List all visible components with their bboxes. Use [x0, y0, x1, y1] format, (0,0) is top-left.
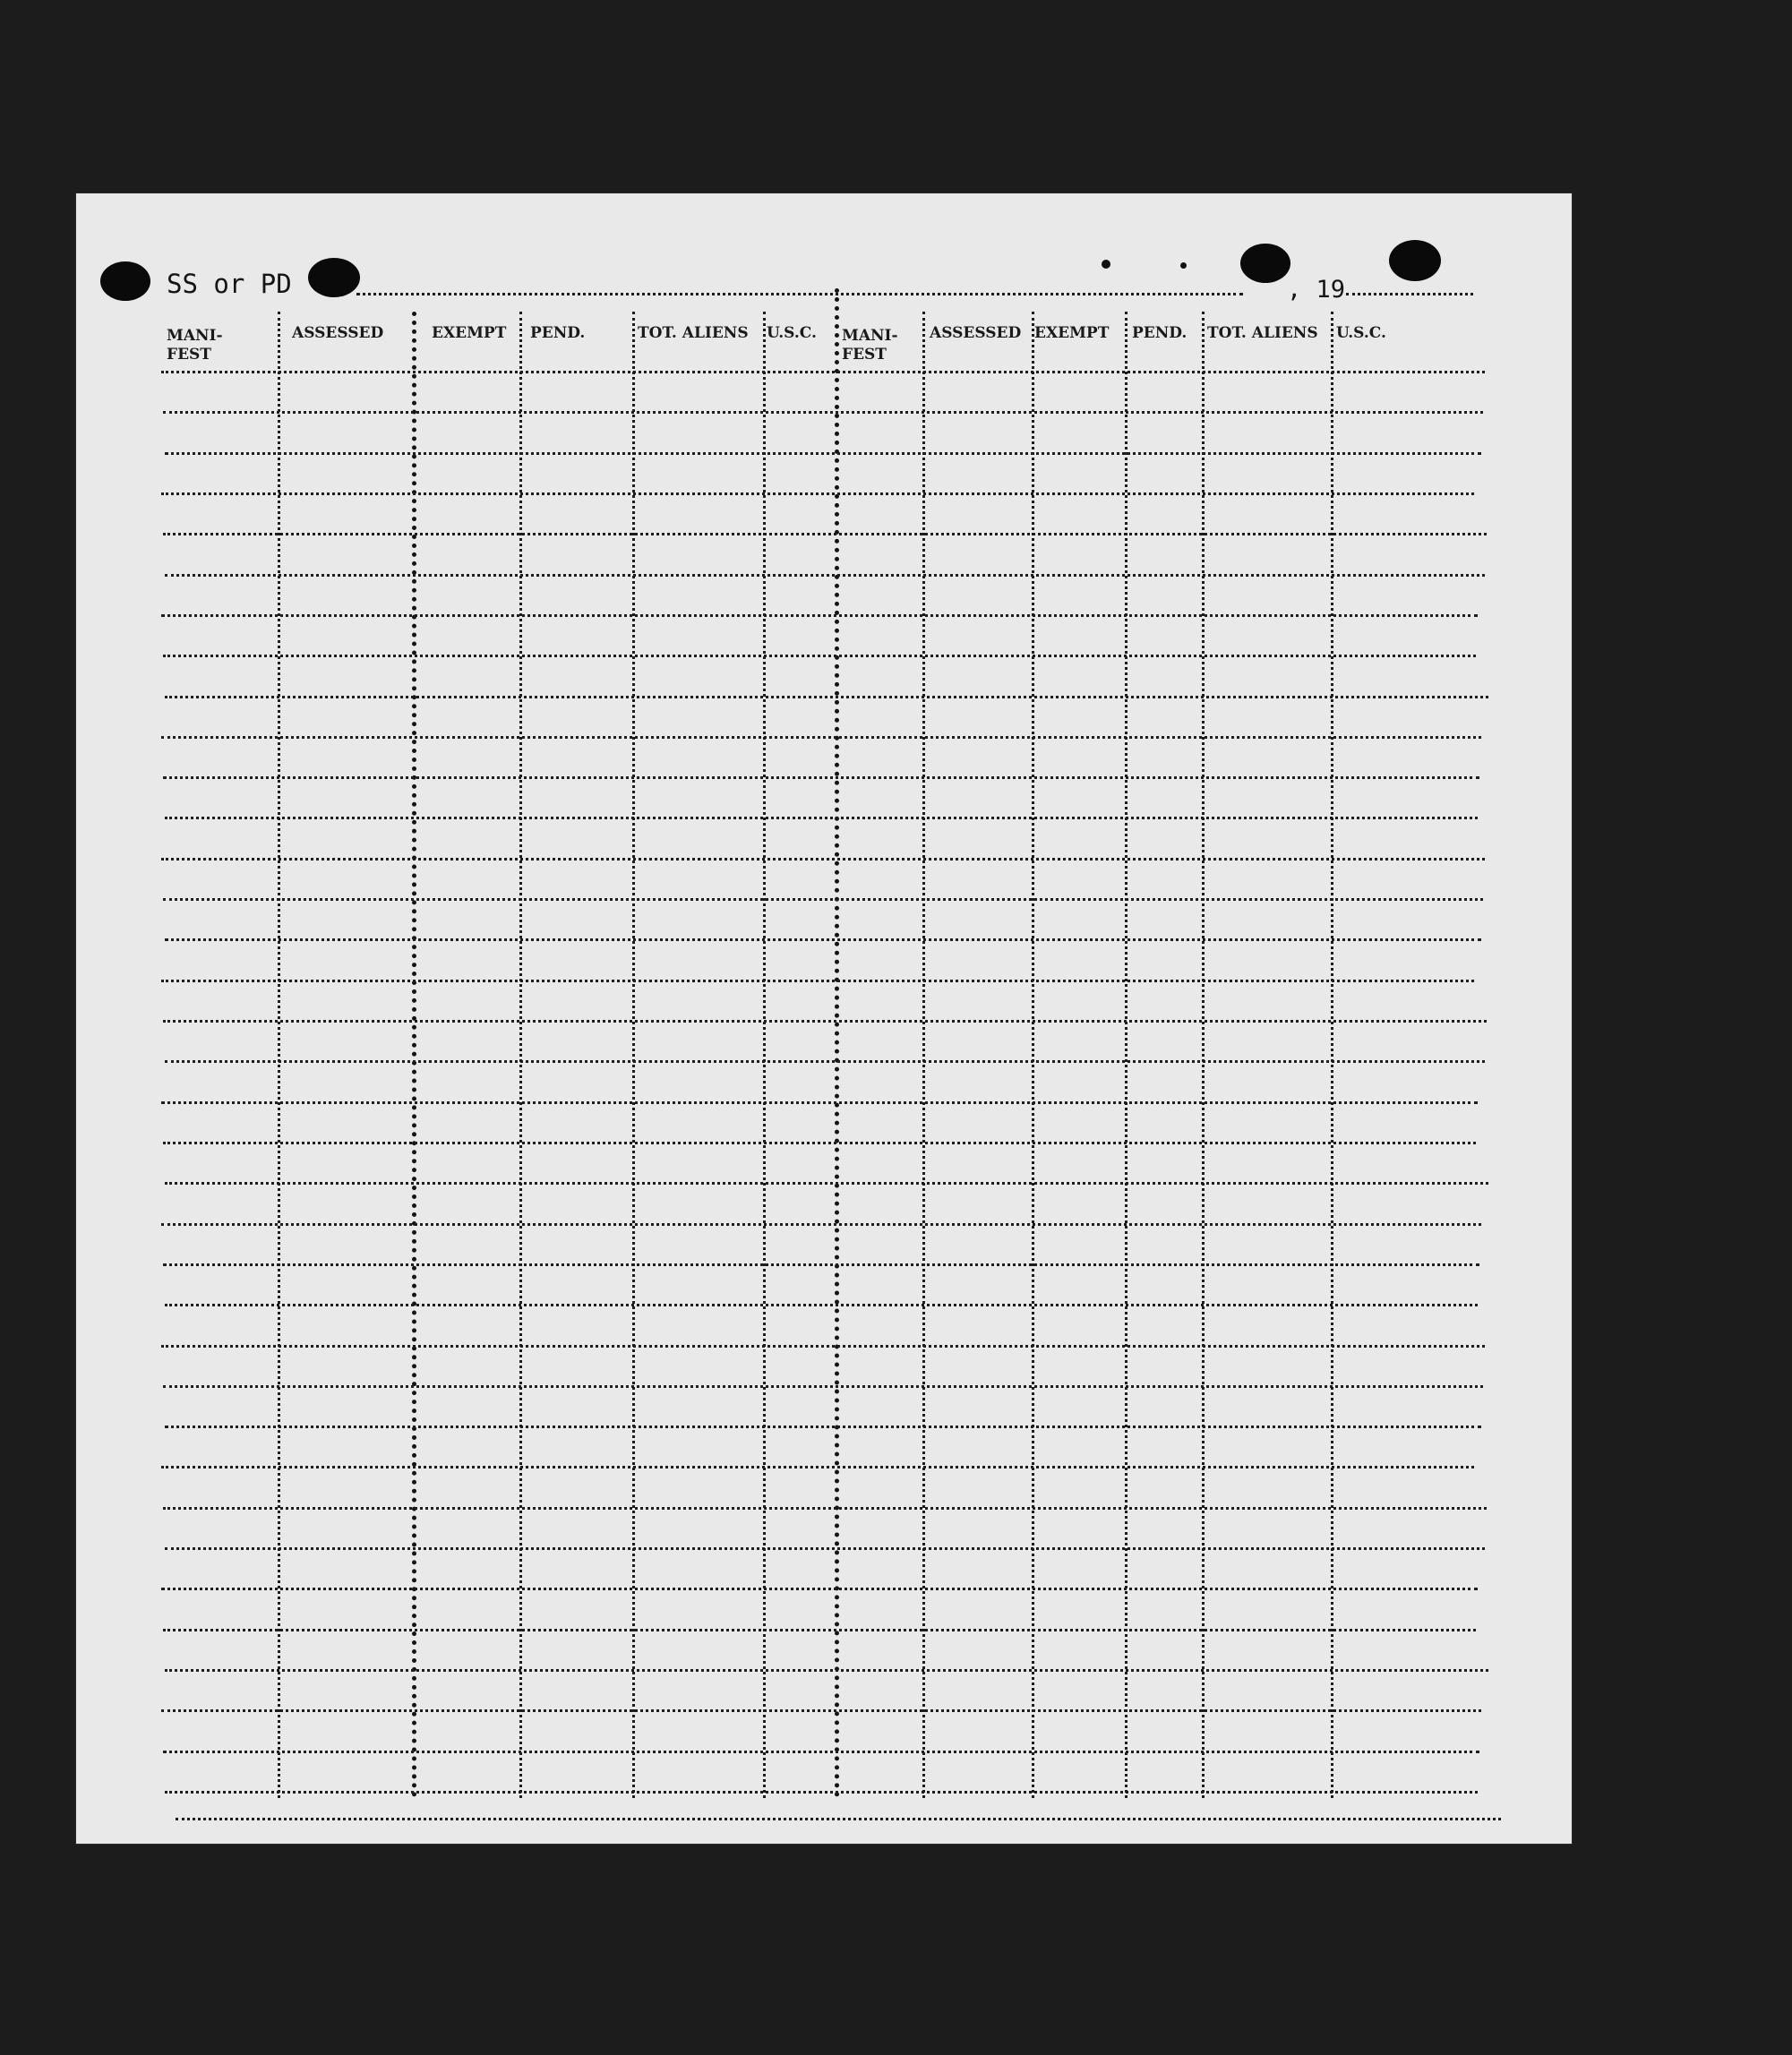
row-rule: [161, 1588, 1478, 1590]
row-rule: [163, 1751, 1479, 1753]
row-rule: [165, 1304, 1478, 1306]
punch-hole-left-2: [308, 258, 360, 297]
date-fill-line: [1346, 293, 1473, 295]
col-header-usc-left: U.S.C.: [767, 324, 817, 342]
row-rule: [161, 1223, 1481, 1226]
punch-hole-right: [1240, 244, 1290, 283]
col-header-manifest-right: MANI- FEST: [842, 327, 898, 364]
col-header-assessed-right: ASSESSED: [930, 324, 1022, 342]
ink-speck: [1180, 262, 1187, 269]
col-header-pend-right: PEND.: [1132, 324, 1188, 342]
col-header-exempt-right: EXEMPT: [1034, 324, 1110, 342]
col-header-manifest-left: MANI- FEST: [167, 327, 223, 364]
col-header-tot-aliens-left: TOT. ALIENS: [638, 324, 749, 342]
row-rule: [165, 696, 1488, 698]
bottom-rule: [176, 1818, 1501, 1820]
row-rule: [163, 1385, 1483, 1388]
row-rule: [165, 817, 1478, 819]
row-rule: [161, 614, 1478, 617]
row-rule: [163, 411, 1483, 414]
row-rule: [161, 1466, 1474, 1468]
row-rule: [163, 655, 1476, 657]
row-rule: [161, 858, 1485, 861]
row-rule: [163, 1263, 1479, 1266]
row-rule: [161, 1345, 1485, 1348]
col-header-pend-left: PEND.: [530, 324, 586, 342]
punch-hole-right-2: [1389, 240, 1441, 281]
row-rule: [165, 1182, 1488, 1185]
row-rule: [165, 1426, 1481, 1428]
vessel-label: SS or PD: [167, 269, 292, 299]
row-rule: [165, 1669, 1488, 1672]
row-rule: [161, 492, 1474, 495]
row-rule: [165, 1547, 1485, 1550]
row-rule: [165, 1791, 1478, 1794]
row-rule: [163, 1142, 1476, 1144]
row-rule: [163, 533, 1487, 535]
row-rule: [163, 776, 1479, 779]
row-rule: [161, 1101, 1478, 1104]
row-rule: [165, 452, 1481, 455]
row-rule: [165, 574, 1485, 577]
row-rule: [163, 1020, 1487, 1023]
punch-hole-left: [100, 261, 150, 301]
col-header-exempt-left: EXEMPT: [432, 324, 507, 342]
row-rule: [165, 938, 1481, 941]
row-rule: [161, 371, 1485, 373]
form-sheet: [75, 193, 1573, 1845]
col-header-tot-aliens-right: TOT. ALIENS: [1207, 324, 1318, 342]
center-divider: [835, 288, 839, 1798]
row-rule: [161, 980, 1474, 982]
row-rule: [161, 1709, 1481, 1712]
col-header-assessed-left: ASSESSED: [292, 324, 384, 342]
row-rule: [163, 1507, 1487, 1510]
row-rule: [161, 736, 1481, 739]
vessel-fill-line: [356, 293, 1243, 295]
date-label: , 19: [1287, 276, 1346, 304]
row-rule: [165, 1060, 1485, 1063]
row-rule: [163, 898, 1483, 901]
col-header-usc-right: U.S.C.: [1336, 324, 1386, 342]
row-rule: [163, 1629, 1476, 1631]
ink-speck: [1102, 260, 1110, 269]
